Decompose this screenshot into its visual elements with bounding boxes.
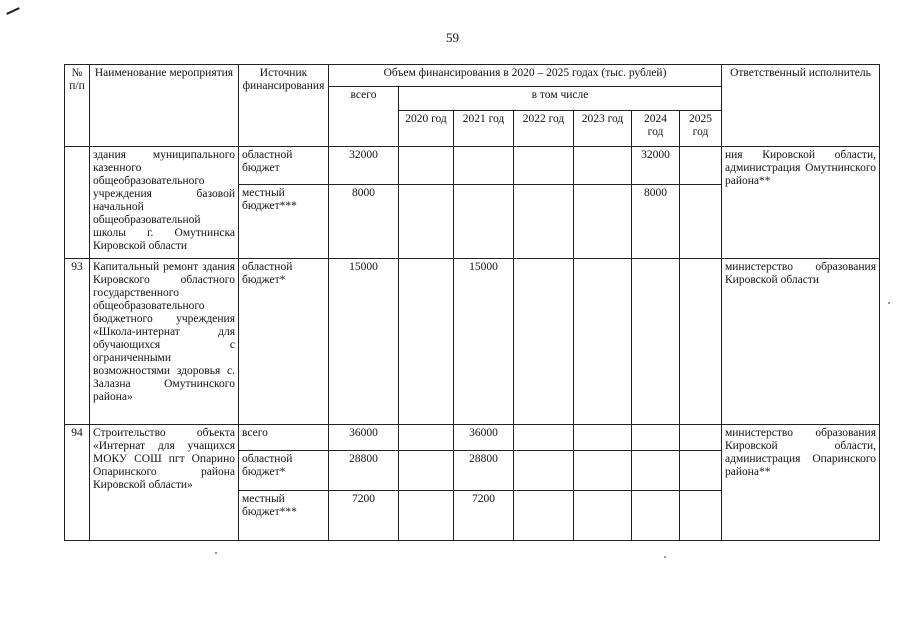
- amount-2022: [514, 491, 574, 541]
- amount-2022: [514, 451, 574, 491]
- table-row: [65, 425, 880, 451]
- header-year-2021: 2021 год: [454, 111, 514, 147]
- row-number: 94: [65, 425, 90, 541]
- header-year-2025: 2025 год: [680, 111, 722, 147]
- amount-2020: [399, 147, 454, 185]
- amount-total: 8000: [329, 185, 399, 259]
- amount-2022: [514, 259, 574, 425]
- amount-2025: [680, 491, 722, 541]
- table-row: [65, 147, 880, 185]
- header-total: всего: [329, 87, 399, 147]
- amount-2024: 8000: [632, 185, 680, 259]
- amount-2021: 36000: [454, 425, 514, 451]
- header-including: в том числе: [399, 87, 722, 111]
- amount-2023: [574, 147, 632, 185]
- funding-source: местный бюджет***: [239, 185, 329, 259]
- row-number: [65, 147, 90, 259]
- scan-mark: [6, 7, 20, 15]
- funding-source: областной бюджет*: [239, 259, 329, 425]
- header-funding-source: Источник финансирования: [239, 65, 329, 147]
- header-year-2022: 2022 год: [514, 111, 574, 147]
- amount-2020: [399, 259, 454, 425]
- amount-2023: [574, 425, 632, 451]
- amount-2020: [399, 491, 454, 541]
- amount-2020: [399, 451, 454, 491]
- amount-2024: [632, 259, 680, 425]
- amount-2020: [399, 185, 454, 259]
- amount-2024: [632, 451, 680, 491]
- funding-source: областной бюджет*: [239, 451, 329, 491]
- amount-2022: [514, 147, 574, 185]
- header-funding-volume: Объем финансирования в 2020 – 2025 годах (тыс. рублей): [329, 65, 722, 87]
- amount-2023: [574, 259, 632, 425]
- amount-2021: [454, 185, 514, 259]
- header-year-2020: 2020 год: [399, 111, 454, 147]
- header-year-2024: 2024 год: [632, 111, 680, 147]
- amount-2021: 7200: [454, 491, 514, 541]
- amount-2024: [632, 491, 680, 541]
- header-number: № п/п: [65, 65, 90, 147]
- amount-total: 15000: [329, 259, 399, 425]
- amount-2025: [680, 259, 722, 425]
- funding-source: областной бюджет: [239, 147, 329, 185]
- amount-2022: [514, 425, 574, 451]
- responsible-executor: министерство образования Кировской области, администрация Опаринского района**: [722, 425, 880, 541]
- header-row-1: [65, 65, 880, 87]
- amount-2021: 28800: [454, 451, 514, 491]
- amount-2025: [680, 185, 722, 259]
- financing-table: [64, 64, 880, 541]
- responsible-executor: министерство образования Кировской области: [722, 259, 880, 425]
- funding-source: всего: [239, 425, 329, 451]
- scan-speck: [888, 302, 890, 304]
- amount-2020: [399, 425, 454, 451]
- amount-2021: [454, 147, 514, 185]
- funding-source: местный бюджет***: [239, 491, 329, 541]
- amount-total: 36000: [329, 425, 399, 451]
- amount-2023: [574, 185, 632, 259]
- amount-total: 32000: [329, 147, 399, 185]
- responsible-executor: ния Кировской области, администрация Омутнинского района**: [722, 147, 880, 259]
- amount-2021: 15000: [454, 259, 514, 425]
- scan-speck: [215, 552, 217, 554]
- row-number: 93: [65, 259, 90, 425]
- amount-total: 7200: [329, 491, 399, 541]
- amount-2024: 32000: [632, 147, 680, 185]
- amount-2023: [574, 491, 632, 541]
- table-row: [65, 259, 880, 425]
- activity-name: Строительство объекта «Интернат для учащихся МОКУ СОШ пгт Опарино Опаринского района Кировской области»: [90, 425, 239, 541]
- amount-2024: [632, 425, 680, 451]
- page-number: 59: [446, 30, 459, 45]
- amount-2025: [680, 147, 722, 185]
- header-year-2023: 2023 год: [574, 111, 632, 147]
- amount-2022: [514, 185, 574, 259]
- amount-2025: [680, 425, 722, 451]
- header-activity-name: Наименование мероприятия: [90, 65, 239, 147]
- activity-name: здания муниципального казенного общеобразовательного учреждения базовой начальной общеобразовательной школы г. Омутнинска Кировской области: [90, 147, 239, 259]
- scan-speck: [664, 556, 666, 558]
- amount-2025: [680, 451, 722, 491]
- activity-name: Капитальный ремонт здания Кировского областного государственного общеобразовательного бюджетного учреждения «Школа-интернат для обучающихся с ограниченными возможностями здоровья с. Залазна Омутнинского района»: [90, 259, 239, 425]
- header-responsible: Ответственный исполнитель: [722, 65, 880, 147]
- amount-total: 28800: [329, 451, 399, 491]
- amount-2023: [574, 451, 632, 491]
